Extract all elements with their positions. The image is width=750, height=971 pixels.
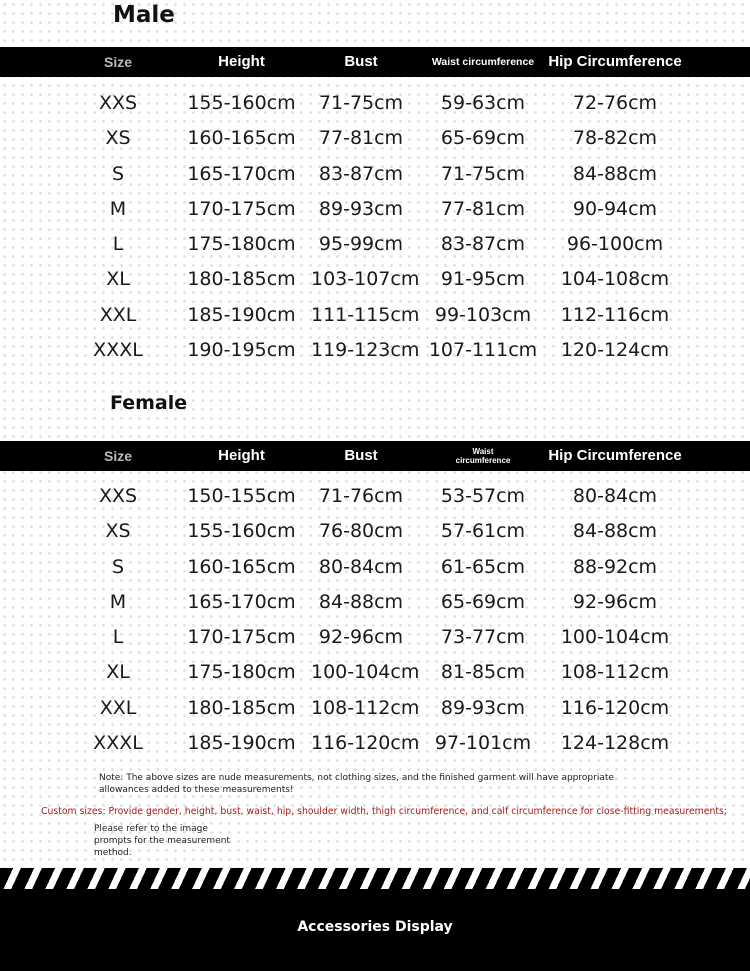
waist-cell: 83-87cm bbox=[440, 233, 526, 256]
accessories-display-label: Accessories Display bbox=[297, 919, 453, 935]
height-cell: 185-190cm bbox=[187, 732, 296, 755]
size-cell: XL bbox=[106, 268, 130, 291]
bust-cell: 89-93cm bbox=[318, 197, 404, 220]
waist-cell: 73-77cm bbox=[440, 626, 526, 649]
hip-cell: 84-88cm bbox=[572, 520, 658, 543]
height-cell: 160-165cm bbox=[187, 555, 296, 578]
header-waist: Waist circumference bbox=[431, 56, 535, 68]
bust-cell: 83-87cm bbox=[318, 162, 404, 185]
bust-cell: 80-84cm bbox=[318, 555, 404, 578]
hip-cell: 80-84cm bbox=[572, 485, 658, 507]
waist-cell: 89-93cm bbox=[440, 696, 526, 719]
height-cell: 180-185cm bbox=[187, 268, 296, 291]
size-cell: XS bbox=[105, 127, 131, 150]
height-cell: 180-185cm bbox=[187, 696, 296, 719]
bust-cell: 84-88cm bbox=[318, 590, 404, 613]
table-row bbox=[0, 514, 750, 549]
hip-cell: 124-128cm bbox=[560, 732, 670, 755]
bust-cell: 103-107cm bbox=[311, 268, 420, 291]
waist-cell: 65-69cm bbox=[440, 127, 526, 150]
header-height: Height bbox=[218, 53, 265, 70]
header-waist: Waist circumference bbox=[455, 447, 511, 465]
bust-cell: 119-123cm bbox=[311, 339, 420, 362]
size-cell: M bbox=[109, 590, 127, 613]
measurement-method-note: Please refer to the image prompts for the measurement method. bbox=[94, 824, 230, 858]
male-size-table bbox=[0, 86, 750, 368]
table-row bbox=[0, 550, 750, 585]
height-cell: 150-155cm bbox=[187, 485, 296, 507]
height-cell: 170-175cm bbox=[187, 197, 296, 220]
female-table-header bbox=[0, 441, 750, 471]
table-row bbox=[0, 620, 750, 655]
hip-cell: 90-94cm bbox=[572, 197, 658, 220]
hip-cell: 92-96cm bbox=[572, 590, 658, 613]
bust-cell: 76-80cm bbox=[318, 520, 404, 543]
height-cell: 185-190cm bbox=[187, 303, 296, 326]
footer-banner bbox=[0, 889, 750, 971]
size-cell: XXL bbox=[99, 303, 137, 326]
waist-cell: 107-111cm bbox=[428, 339, 538, 362]
stripe-divider bbox=[0, 868, 750, 889]
hip-cell: 96-100cm bbox=[566, 233, 664, 256]
height-cell: 190-195cm bbox=[187, 339, 296, 362]
bust-cell: 71-76cm bbox=[318, 485, 404, 507]
hip-cell: 116-120cm bbox=[560, 696, 670, 719]
height-cell: 165-170cm bbox=[187, 162, 296, 185]
bust-cell: 92-96cm bbox=[318, 626, 404, 649]
table-row bbox=[0, 333, 750, 368]
size-cell: XXXL bbox=[93, 339, 143, 362]
header-height: Height bbox=[218, 447, 265, 464]
waist-cell: 59-63cm bbox=[440, 92, 526, 114]
waist-cell: 65-69cm bbox=[440, 590, 526, 613]
table-row bbox=[0, 121, 750, 156]
size-cell: L bbox=[112, 233, 124, 256]
custom-size-note: Custom sizes: Provide gender, height, bust, waist, hip, shoulder width, thigh circumference, and calf circumference for close-fitting measurements; bbox=[41, 806, 727, 817]
header-bust: Bust bbox=[344, 53, 378, 70]
bust-cell: 77-81cm bbox=[318, 127, 404, 150]
size-cell: S bbox=[111, 555, 125, 578]
table-row bbox=[0, 585, 750, 620]
hip-cell: 100-104cm bbox=[560, 626, 670, 649]
bust-cell: 108-112cm bbox=[311, 696, 420, 719]
hip-cell: 112-116cm bbox=[560, 303, 670, 326]
size-cell: XXS bbox=[98, 92, 138, 114]
hip-cell: 78-82cm bbox=[572, 127, 658, 150]
size-cell: S bbox=[111, 162, 125, 185]
bust-cell: 111-115cm bbox=[311, 303, 420, 326]
waist-cell: 97-101cm bbox=[434, 732, 532, 755]
height-cell: 175-180cm bbox=[187, 233, 296, 256]
hip-cell: 72-76cm bbox=[572, 92, 658, 114]
female-size-table bbox=[0, 479, 750, 761]
table-row bbox=[0, 86, 750, 121]
height-cell: 155-160cm bbox=[187, 520, 296, 543]
hip-cell: 120-124cm bbox=[560, 339, 670, 362]
bust-cell: 100-104cm bbox=[311, 661, 420, 684]
header-hip: Hip Circumference bbox=[548, 447, 682, 464]
waist-cell: 99-103cm bbox=[434, 303, 532, 326]
waist-cell: 77-81cm bbox=[440, 197, 526, 220]
waist-cell: 53-57cm bbox=[440, 485, 526, 507]
waist-cell: 81-85cm bbox=[440, 661, 526, 684]
header-hip: Hip Circumference bbox=[548, 53, 682, 70]
height-cell: 170-175cm bbox=[187, 626, 296, 649]
height-cell: 175-180cm bbox=[187, 661, 296, 684]
female-section-title: Female bbox=[110, 392, 188, 414]
size-cell: XXS bbox=[98, 485, 138, 507]
size-cell: XXXL bbox=[93, 732, 143, 755]
header-size: Size bbox=[103, 448, 132, 464]
nude-measurement-note: Note: The above sizes are nude measurements, not clothing sizes, and the finished garment will have appropriate allowances added to these measurements! bbox=[99, 773, 614, 795]
height-cell: 155-160cm bbox=[187, 92, 296, 114]
hip-cell: 108-112cm bbox=[560, 661, 670, 684]
size-cell: XS bbox=[105, 520, 131, 543]
bust-cell: 116-120cm bbox=[311, 732, 420, 755]
size-cell: L bbox=[112, 626, 124, 649]
hip-cell: 104-108cm bbox=[560, 268, 670, 291]
table-row bbox=[0, 479, 750, 514]
header-size: Size bbox=[103, 54, 132, 70]
waist-cell: 61-65cm bbox=[440, 555, 526, 578]
table-row bbox=[0, 227, 750, 262]
table-row bbox=[0, 157, 750, 192]
male-section-title: Male bbox=[113, 2, 175, 28]
size-cell: XL bbox=[106, 661, 130, 684]
table-row bbox=[0, 298, 750, 333]
table-row bbox=[0, 691, 750, 726]
waist-cell: 57-61cm bbox=[440, 520, 526, 543]
hip-cell: 84-88cm bbox=[572, 162, 658, 185]
hip-cell: 88-92cm bbox=[572, 555, 658, 578]
size-cell: M bbox=[109, 197, 127, 220]
table-row bbox=[0, 262, 750, 297]
male-table-header bbox=[0, 47, 750, 77]
height-cell: 160-165cm bbox=[187, 127, 296, 150]
table-row bbox=[0, 655, 750, 690]
size-cell: XXL bbox=[99, 696, 137, 719]
table-row bbox=[0, 726, 750, 761]
height-cell: 165-170cm bbox=[187, 590, 296, 613]
header-bust: Bust bbox=[344, 447, 378, 464]
waist-cell: 71-75cm bbox=[440, 162, 526, 185]
waist-cell: 91-95cm bbox=[440, 268, 526, 291]
bust-cell: 95-99cm bbox=[318, 233, 404, 256]
bust-cell: 71-75cm bbox=[318, 92, 404, 114]
table-row bbox=[0, 192, 750, 227]
